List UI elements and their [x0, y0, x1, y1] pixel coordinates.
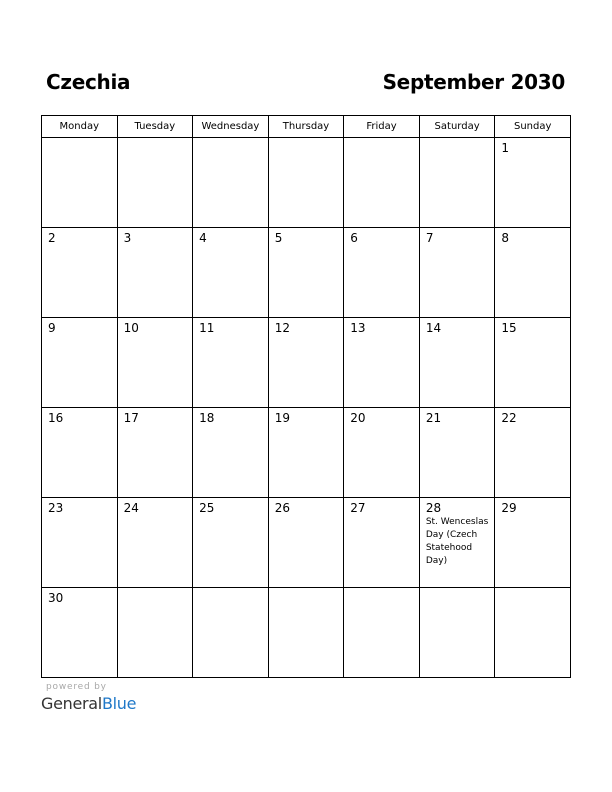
weekday-header: Friday — [344, 116, 420, 138]
day-cell — [344, 138, 420, 228]
day-cell — [117, 228, 193, 318]
day-cell — [193, 318, 269, 408]
day-cell — [344, 408, 420, 498]
weekday-header-row — [42, 116, 571, 138]
day-number: 18 — [199, 411, 215, 425]
month-year-title: September 2030 — [382, 70, 565, 94]
weekday-header: Thursday — [268, 116, 344, 138]
day-number: 28 — [425, 501, 442, 515]
day-cell — [117, 408, 193, 498]
day-cell — [495, 228, 571, 318]
day-number: 4 — [199, 231, 207, 245]
day-cell — [42, 318, 118, 408]
day-number: 7 — [425, 231, 434, 245]
day-cell — [495, 318, 571, 408]
week-row — [42, 138, 571, 228]
day-cell — [193, 588, 269, 678]
week-row — [42, 408, 571, 498]
day-cell — [268, 228, 344, 318]
day-number: 21 — [425, 411, 442, 425]
weekday-header: Wednesday — [193, 116, 269, 138]
brand-general-text: General — [41, 694, 102, 713]
day-number: 12 — [274, 321, 290, 335]
brand-blue-text: Blue — [101, 694, 137, 713]
day-number: 23 — [48, 501, 64, 515]
day-number: 27 — [350, 501, 366, 515]
day-number: 24 — [123, 501, 139, 515]
day-cell — [344, 588, 420, 678]
day-number: 30 — [48, 591, 64, 605]
day-cell — [117, 588, 193, 678]
weekday-header: Tuesday — [117, 116, 193, 138]
week-row — [42, 498, 571, 588]
day-number: 22 — [501, 411, 517, 425]
day-cell — [419, 408, 495, 498]
day-cell — [268, 408, 344, 498]
day-cell — [268, 318, 344, 408]
weekday-header: Sunday — [495, 116, 571, 138]
day-number: 9 — [48, 321, 56, 335]
day-number: 2 — [48, 231, 56, 245]
day-cell — [495, 408, 571, 498]
day-cell — [495, 588, 571, 678]
day-cell — [117, 138, 193, 228]
day-cell — [42, 228, 118, 318]
day-cell — [268, 138, 344, 228]
day-cell — [193, 228, 269, 318]
day-number: 25 — [199, 501, 215, 515]
day-number: 8 — [501, 231, 510, 245]
day-cell — [193, 408, 269, 498]
day-cell — [344, 228, 420, 318]
day-cell — [344, 318, 420, 408]
day-number: 20 — [350, 411, 366, 425]
day-cell — [495, 138, 571, 228]
day-number: 1 — [501, 141, 510, 155]
day-cell — [419, 498, 495, 588]
day-cell — [419, 138, 495, 228]
calendar-grid — [41, 115, 571, 678]
day-cell — [495, 498, 571, 588]
brand-logo[interactable] — [41, 694, 136, 713]
day-cell — [419, 228, 495, 318]
day-number: 16 — [48, 411, 64, 425]
weekday-header: Monday — [42, 116, 118, 138]
day-number: 14 — [425, 321, 442, 335]
day-cell — [344, 498, 420, 588]
day-cell — [268, 588, 344, 678]
day-cell — [419, 318, 495, 408]
day-number: 29 — [501, 501, 517, 515]
day-cell — [419, 588, 495, 678]
country-title: Czechia — [46, 70, 131, 94]
day-number: 17 — [123, 411, 139, 425]
weekday-header: Saturday — [419, 116, 495, 138]
day-number: 26 — [274, 501, 290, 515]
day-number: 11 — [199, 321, 215, 335]
week-row — [42, 318, 571, 408]
day-number: 3 — [123, 231, 132, 245]
day-number: 5 — [274, 231, 283, 245]
day-number: 15 — [501, 321, 517, 335]
holiday-label: St. Wenceslas Day (Czech Statehood Day) — [425, 517, 489, 566]
day-number: 6 — [350, 231, 358, 245]
day-cell — [117, 498, 193, 588]
day-number: 10 — [123, 321, 139, 335]
day-number: 13 — [350, 321, 366, 335]
day-cell — [193, 138, 269, 228]
week-row — [42, 588, 571, 678]
day-cell — [268, 498, 344, 588]
powered-by-text: powered by — [46, 682, 107, 692]
week-row — [42, 228, 571, 318]
day-cell — [42, 498, 118, 588]
day-cell — [117, 318, 193, 408]
day-cell — [42, 588, 118, 678]
day-number: 19 — [274, 411, 290, 425]
day-cell — [193, 498, 269, 588]
day-cell — [42, 138, 118, 228]
day-cell — [42, 408, 118, 498]
